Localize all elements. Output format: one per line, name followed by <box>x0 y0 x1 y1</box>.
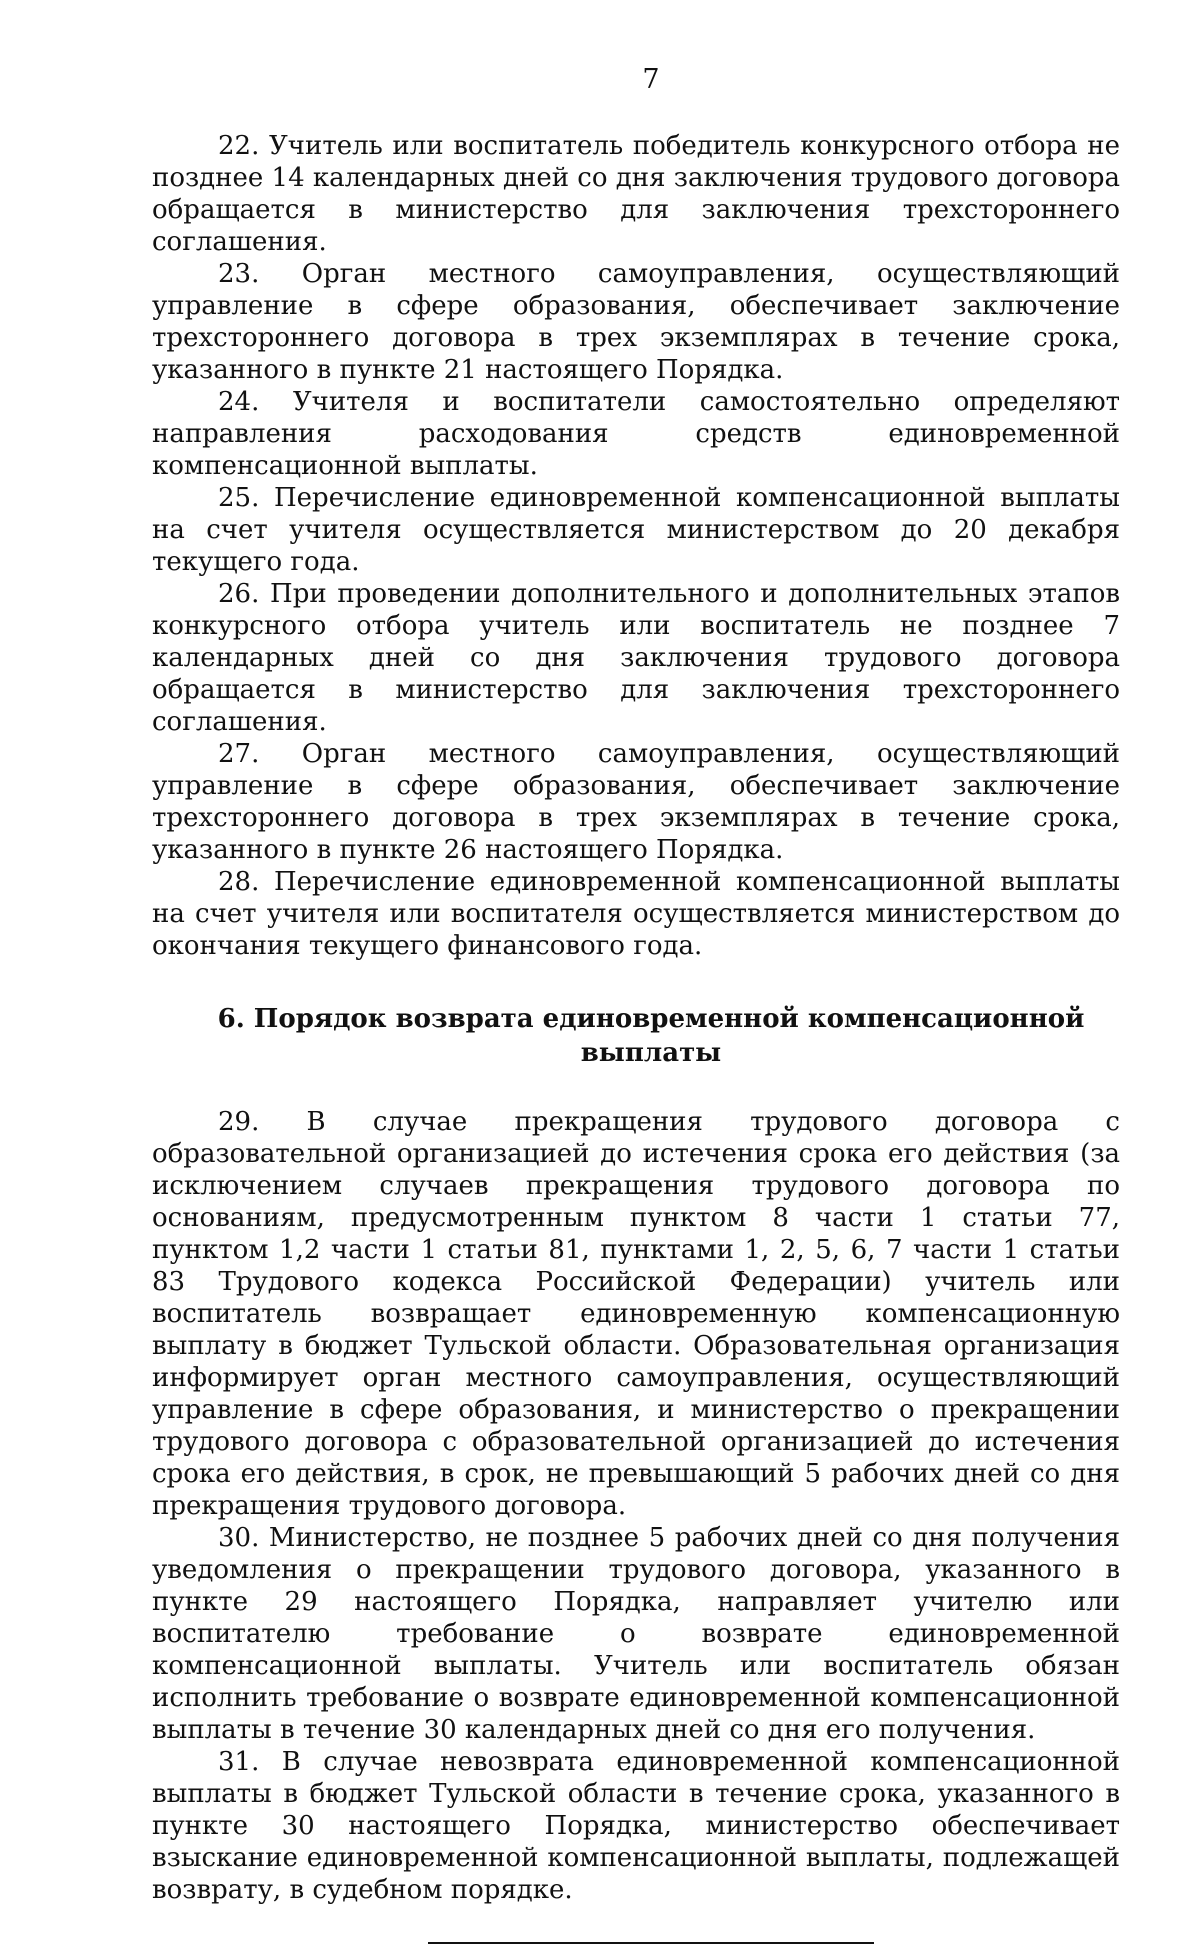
paragraph-31: 31. В случае невозврата единовременной компенсационной выплаты в бюджет Тульской области в течение срока, указанного в пункте 30 настоящего Порядка, министерство обеспечивает взыскание единовременной компенсационной выплаты, подлежащей возврату, в судебном порядке. <box>152 1747 1120 1905</box>
paragraph-29: 29. В случае прекращения трудового договора с образовательной организацией до истечения срока его действия (за исключением случаев прекращения трудового договора по основаниям, предусмотренным пунктом 8 части 1 статьи 77, пунктом 1,2 части 1 статьи 81, пунктами 1, 2, 5, 6, 7 части 1 статьи 83 Трудового кодекса Российской Федерации) учитель или воспитатель возвращает единовременную компенсационную выплату в бюджет Тульской области. Образовательная организация информирует орган местного самоуправления, осуществляющий управление в сфере образования, и министерство о прекращении трудового договора с образовательной организацией до истечения срока его действия, в срок, не превышающий 5 рабочих дней со дня прекращения трудового договора. <box>152 1107 1120 1521</box>
paragraph-27: 27. Орган местного самоуправления, осуществляющий управление в сфере образования, обеспечивает заключение трехстороннего договора в трех экземплярах в течение срока, указанного в пункте 26 настоящего Порядка. <box>152 739 1120 865</box>
paragraph-24: 24. Учителя и воспитатели самостоятельно определяют направления расходования средств единовременной компенсационной выплаты. <box>152 387 1120 481</box>
paragraph-28: 28. Перечисление единовременной компенсационной выплаты на счет учителя или воспитателя осуществляется министерством до окончания текущего финансового года. <box>152 867 1120 961</box>
paragraph-30: 30. Министерство, не позднее 5 рабочих дней со дня получения уведомления о прекращении трудового договора, указанного в пункте 29 настоящего Порядка, направляет учителю или воспитателю требование о возврате единовременной компенсационной выплаты. Учитель или воспитатель обязан исполнить требование о возврате единовременной компенсационной выплаты в течение 30 календарных дней со дня его получения. <box>152 1523 1120 1745</box>
paragraph-25: 25. Перечисление единовременной компенсационной выплаты на счет учителя осуществляется министерством до 20 декабря текущего года. <box>152 483 1120 577</box>
paragraphs-bottom <box>152 1106 1120 1906</box>
page-number: 7 <box>642 64 660 95</box>
paragraph-23: 23. Орган местного самоуправления, осуществляющий управление в сфере образования, обеспечивает заключение трехстороннего договора в трех экземплярах в течение срока, указанного в пункте 21 настоящего Порядка. <box>152 259 1120 385</box>
paragraphs-top <box>152 130 1120 962</box>
section-heading: 6. Порядок возврата единовременной компенсационной выплаты <box>217 1004 1085 1068</box>
paragraph-26: 26. При проведении дополнительного и дополнительных этапов конкурсного отбора учитель или воспитатель не позднее 7 календарных дней со дня заключения трудового договора обращается в министерство для заключения трехстороннего соглашения. <box>152 579 1120 737</box>
paragraph-22: 22. Учитель или воспитатель победитель конкурсного отбора не позднее 14 календарных дней со дня заключения трудового договора обращается в министерство для заключения трехстороннего соглашения. <box>152 131 1120 257</box>
